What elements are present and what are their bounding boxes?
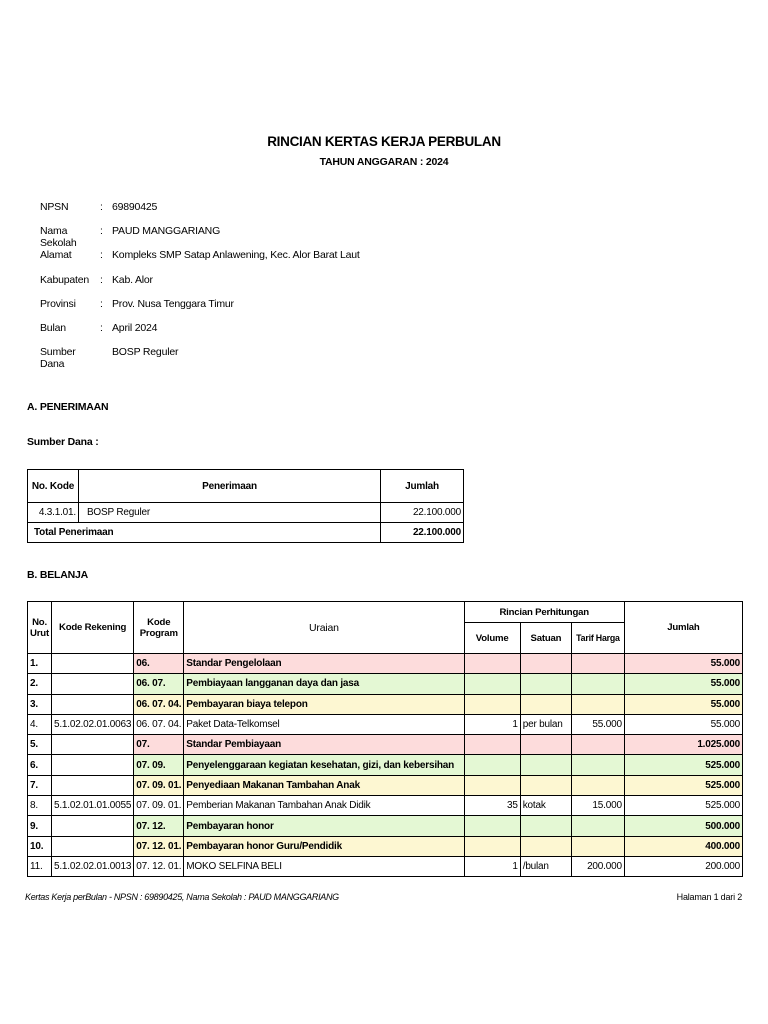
cell-jumlah: 200.000 bbox=[624, 856, 742, 876]
cell-tarif-harga: 200.000 bbox=[572, 856, 625, 876]
footer-page-number: Halaman 1 dari 2 bbox=[676, 892, 742, 902]
cell-volume: 35 bbox=[464, 796, 520, 816]
belanja-row bbox=[28, 654, 743, 674]
cell-kode-rekening bbox=[51, 735, 133, 755]
cell-no-urut: 2. bbox=[28, 674, 52, 694]
cell-jumlah: 500.000 bbox=[624, 816, 742, 836]
cell-satuan bbox=[520, 755, 571, 775]
cell-no-urut: 6. bbox=[28, 755, 52, 775]
cell-kode-program: 06. 07. 04. bbox=[134, 714, 184, 734]
cell-jumlah: 525.000 bbox=[624, 796, 742, 816]
cell-tarif-harga bbox=[572, 654, 625, 674]
cell-volume bbox=[464, 735, 520, 755]
belanja-row bbox=[28, 735, 743, 755]
belanja-row bbox=[28, 856, 743, 876]
cell-volume bbox=[464, 654, 520, 674]
cell-jumlah: 55.000 bbox=[624, 694, 742, 714]
info-row bbox=[40, 274, 360, 298]
cell-kode-rekening: 5.1.02.02.01.0013 bbox=[51, 856, 133, 876]
info-colon: : bbox=[100, 225, 103, 238]
belanja-row bbox=[28, 755, 743, 775]
info-colon: : bbox=[100, 273, 103, 286]
cell-volume bbox=[464, 836, 520, 856]
belanja-row bbox=[28, 674, 743, 694]
cell-tarif-harga: 55.000 bbox=[572, 714, 625, 734]
cell-jumlah: 1.025.000 bbox=[624, 735, 742, 755]
cell-satuan: /bulan bbox=[520, 856, 571, 876]
penerimaan-total-row bbox=[28, 523, 464, 543]
header-penerimaan: Penerimaan bbox=[78, 470, 380, 503]
belanja-row bbox=[28, 775, 743, 795]
page-subtitle: TAHUN ANGGARAN : 2024 bbox=[319, 156, 449, 168]
cell-satuan: kotak bbox=[520, 796, 571, 816]
belanja-row bbox=[28, 714, 743, 734]
cell-kode-rekening: 5.1.02.01.01.0055 bbox=[51, 796, 133, 816]
info-value: PAUD MANGGARIANG bbox=[112, 225, 221, 238]
total-penerimaan-label: Total Penerimaan bbox=[28, 523, 381, 543]
cell-kode-program: 06. bbox=[134, 654, 184, 674]
cell-kode-program: 07. 09. 01. bbox=[134, 775, 184, 795]
cell-kode-program: 07. 12. bbox=[134, 816, 184, 836]
cell-volume bbox=[464, 775, 520, 795]
cell-kode-rekening bbox=[51, 836, 133, 856]
header-uraian: Uraian bbox=[184, 602, 464, 654]
cell-kode-program: 07. 12. 01. bbox=[134, 856, 184, 876]
sumber-dana-label: Sumber Dana : bbox=[27, 436, 99, 448]
cell-uraian: Pembayaran honor Guru/Pendidik bbox=[184, 836, 464, 856]
cell-kode-rekening bbox=[51, 755, 133, 775]
cell-tarif-harga bbox=[572, 735, 625, 755]
belanja-row bbox=[28, 796, 743, 816]
cell-kode-rekening bbox=[51, 775, 133, 795]
info-label: Kabupaten bbox=[40, 273, 89, 286]
school-info bbox=[40, 201, 360, 370]
cell-kode-program: 06. 07. bbox=[134, 674, 184, 694]
cell-tarif-harga bbox=[572, 775, 625, 795]
cell-satuan bbox=[520, 816, 571, 836]
cell-volume bbox=[464, 755, 520, 775]
cell-tarif-harga: 15.000 bbox=[572, 796, 625, 816]
cell-kode-program: 07. bbox=[134, 735, 184, 755]
cell-kode-rekening bbox=[51, 654, 133, 674]
cell-uraian: Pembayaran biaya telepon bbox=[184, 694, 464, 714]
cell-jumlah: 525.000 bbox=[624, 755, 742, 775]
info-colon: : bbox=[100, 297, 103, 310]
info-value: Kab. Alor bbox=[112, 273, 153, 286]
info-label: Bulan bbox=[40, 321, 66, 334]
info-row bbox=[40, 346, 360, 370]
info-row bbox=[40, 201, 360, 225]
cell-uraian: Penyediaan Makanan Tambahan Anak bbox=[184, 775, 464, 795]
cell-kode-program: 07. 09. 01. bbox=[134, 796, 184, 816]
penerimaan-kode: 4.3.1.01. bbox=[28, 503, 79, 523]
info-value: 69890425 bbox=[112, 201, 158, 213]
info-label: Nama Sekolah bbox=[40, 225, 77, 250]
info-label: Provinsi bbox=[40, 297, 76, 310]
penerimaan-table bbox=[27, 469, 464, 543]
cell-jumlah: 55.000 bbox=[624, 714, 742, 734]
header-jumlah: Jumlah bbox=[381, 470, 464, 503]
cell-tarif-harga bbox=[572, 816, 625, 836]
cell-uraian: Penyelenggaraan kegiatan kesehatan, gizi, dan kebersihan bbox=[184, 755, 464, 775]
cell-uraian: Standar Pembiayaan bbox=[184, 735, 464, 755]
cell-jumlah: 525.000 bbox=[624, 775, 742, 795]
cell-jumlah: 400.000 bbox=[624, 836, 742, 856]
info-colon: : bbox=[100, 321, 103, 334]
header-rincian-perhitungan: Rincian Perhitungan bbox=[464, 602, 624, 623]
total-penerimaan-value: 22.100.000 bbox=[381, 523, 464, 543]
cell-volume bbox=[464, 694, 520, 714]
cell-tarif-harga bbox=[572, 755, 625, 775]
penerimaan-header-row bbox=[28, 470, 464, 503]
cell-no-urut: 1. bbox=[28, 654, 52, 674]
belanja-row bbox=[28, 694, 743, 714]
section-a-title: A. PENERIMAAN bbox=[27, 401, 109, 413]
cell-kode-rekening: 5.1.02.02.01.0063 bbox=[51, 714, 133, 734]
cell-kode-program: 07. 12. 01. bbox=[134, 836, 184, 856]
info-colon: : bbox=[100, 201, 103, 213]
cell-satuan bbox=[520, 735, 571, 755]
cell-uraian: Pemberian Makanan Tambahan Anak Didik bbox=[184, 796, 464, 816]
header-jumlah-belanja: Jumlah bbox=[624, 602, 742, 654]
header-satuan: Satuan bbox=[520, 623, 571, 654]
belanja-header-row-1 bbox=[28, 602, 743, 623]
info-colon bbox=[100, 346, 112, 370]
belanja-table bbox=[27, 601, 743, 877]
header-tarif-harga: Tarif Harga bbox=[572, 623, 625, 654]
cell-kode-rekening bbox=[51, 674, 133, 694]
cell-uraian: Pembayaran honor bbox=[184, 816, 464, 836]
info-row bbox=[40, 225, 360, 249]
section-b-title: B. BELANJA bbox=[27, 569, 89, 581]
cell-uraian: Standar Pengelolaan bbox=[184, 654, 464, 674]
header-no-urut: No. Urut bbox=[28, 602, 52, 654]
cell-kode-program: 06. 07. 04. bbox=[134, 694, 184, 714]
info-row bbox=[40, 322, 360, 346]
penerimaan-jumlah: 22.100.000 bbox=[381, 503, 464, 523]
info-value: BOSP Reguler bbox=[112, 346, 179, 359]
info-label: NPSN bbox=[40, 201, 69, 213]
cell-no-urut: 11. bbox=[28, 856, 52, 876]
info-value: Prov. Nusa Tenggara Timur bbox=[112, 297, 234, 310]
page-title: RINCIAN KERTAS KERJA PERBULAN bbox=[267, 134, 501, 149]
cell-kode-program: 07. 09. bbox=[134, 755, 184, 775]
penerimaan-row bbox=[28, 503, 464, 523]
cell-no-urut: 9. bbox=[28, 816, 52, 836]
header-kode-rekening: Kode Rekening bbox=[51, 602, 133, 654]
cell-no-urut: 5. bbox=[28, 735, 52, 755]
info-value: April 2024 bbox=[112, 321, 158, 334]
info-row bbox=[40, 298, 360, 322]
cell-no-urut: 3. bbox=[28, 694, 52, 714]
cell-tarif-harga bbox=[572, 674, 625, 694]
belanja-row bbox=[28, 836, 743, 856]
header-volume: Volume bbox=[464, 623, 520, 654]
cell-jumlah: 55.000 bbox=[624, 654, 742, 674]
cell-satuan bbox=[520, 836, 571, 856]
cell-no-urut: 10. bbox=[28, 836, 52, 856]
footer-document-info: Kertas Kerja perBulan - NPSN : 69890425, Nama Sekolah : PAUD MANGGARIANG bbox=[25, 892, 339, 902]
penerimaan-name: BOSP Reguler bbox=[78, 503, 380, 523]
cell-volume bbox=[464, 816, 520, 836]
cell-kode-rekening bbox=[51, 694, 133, 714]
info-label: Sumber Dana bbox=[40, 346, 76, 371]
cell-tarif-harga bbox=[572, 836, 625, 856]
header-kode-program: Kode Program bbox=[134, 602, 184, 654]
cell-uraian: Pembiayaan langganan daya dan jasa bbox=[184, 674, 464, 694]
cell-no-urut: 8. bbox=[28, 796, 52, 816]
cell-uraian: Paket Data-Telkomsel bbox=[184, 714, 464, 734]
header-no-kode: No. Kode bbox=[28, 470, 79, 503]
cell-no-urut: 7. bbox=[28, 775, 52, 795]
cell-satuan bbox=[520, 654, 571, 674]
cell-volume: 1 bbox=[464, 856, 520, 876]
cell-volume bbox=[464, 674, 520, 694]
cell-satuan: per bulan bbox=[520, 714, 571, 734]
cell-tarif-harga bbox=[572, 694, 625, 714]
cell-satuan bbox=[520, 775, 571, 795]
cell-satuan bbox=[520, 694, 571, 714]
cell-jumlah: 55.000 bbox=[624, 674, 742, 694]
cell-uraian: MOKO SELFINA BELI bbox=[184, 856, 464, 876]
info-row bbox=[40, 249, 360, 273]
belanja-row bbox=[28, 816, 743, 836]
cell-kode-rekening bbox=[51, 816, 133, 836]
info-value: Kompleks SMP Satap Anlawening, Kec. Alor Barat Laut bbox=[112, 249, 360, 262]
cell-no-urut: 4. bbox=[28, 714, 52, 734]
info-label: Alamat bbox=[40, 249, 72, 262]
info-colon: : bbox=[100, 249, 103, 262]
cell-volume: 1 bbox=[464, 714, 520, 734]
cell-satuan bbox=[520, 674, 571, 694]
